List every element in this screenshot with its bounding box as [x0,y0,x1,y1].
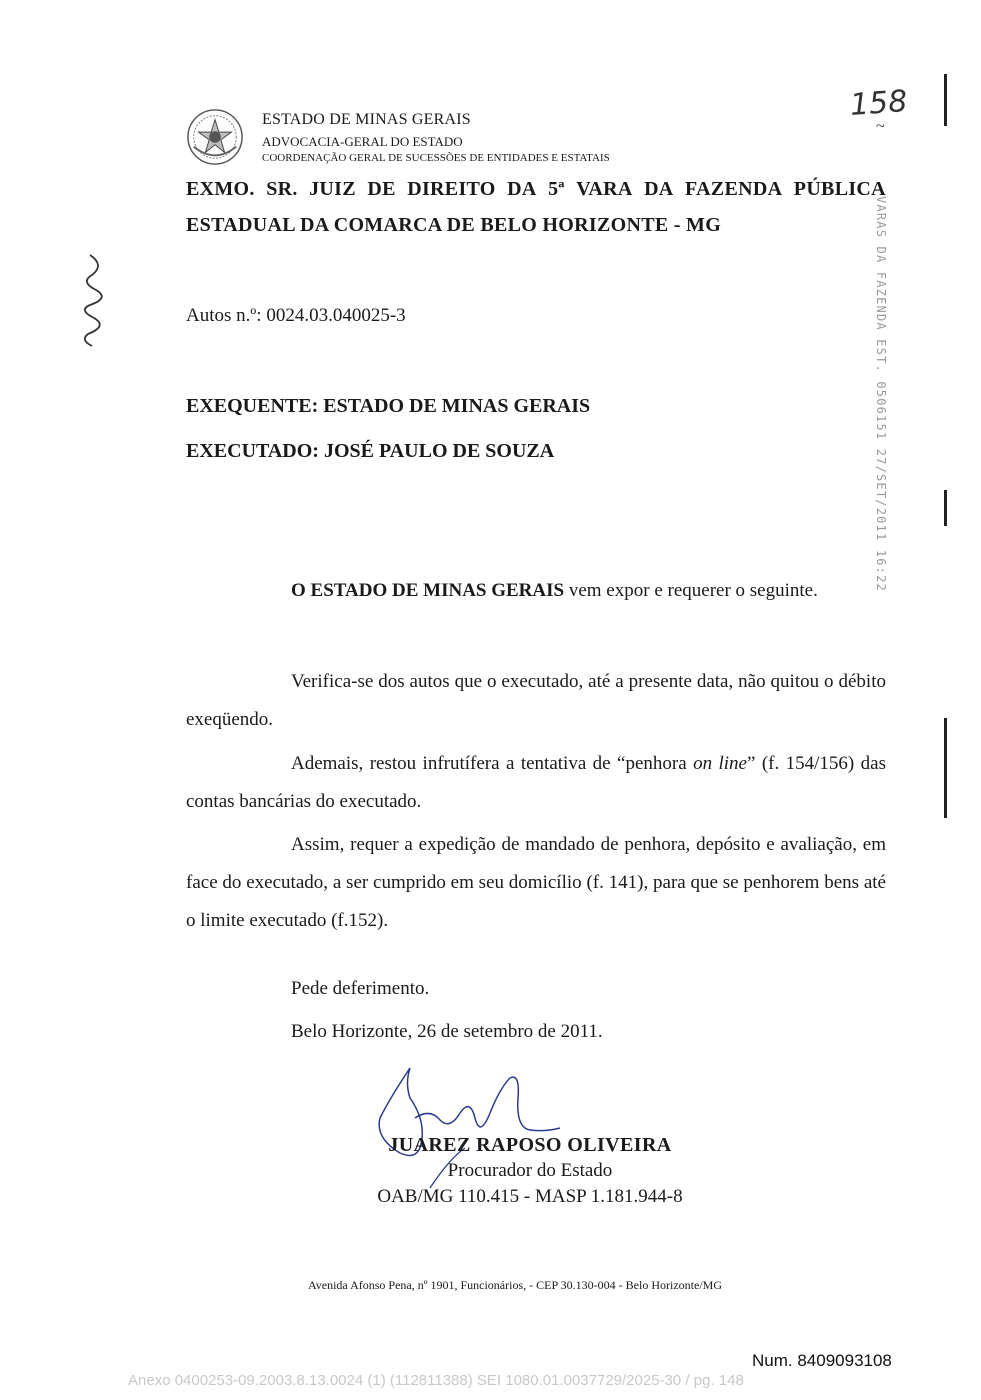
addressee-word: SR. [266,178,298,200]
intro-bold: O ESTADO DE MINAS GERAIS [291,580,565,601]
addressee-word: EXMO. [186,178,255,200]
scan-edge-mark [944,74,947,126]
court-receipt-stamp [862,196,902,592]
state-coat-of-arms-seal [186,108,244,166]
addressee-word: DIREITO [407,178,496,200]
closing-date: Belo Horizonte, 26 de setembro de 2011. [291,1021,603,1042]
exequente-line: EXEQUENTE: ESTADO DE MINAS GERAIS [186,395,591,417]
addressee-word: DA [507,178,537,200]
addressee-word: DA [644,178,674,200]
org-name-line3: COORDENAÇÃO GERAL DE SUCESSÕES DE ENTIDADES E ESTATAIS [262,152,610,164]
document-id-number: Num. 8409093108 [752,1351,892,1370]
paragraph-1: Verifica-se dos autos que o executado, até a presente data, não quitou o débito exeqüendo. [186,671,886,730]
addressee-word: 5ª [548,178,565,200]
addressee-line1 [186,178,886,201]
org-name-line2: ADVOCACIA-GERAL DO ESTADO [262,134,463,149]
addressee-word: DE [367,178,396,200]
intro-rest: vem expor e requerer o seguinte. [564,580,818,601]
handwritten-margin-initials [70,250,120,350]
intro-sentence [291,572,818,610]
org-name-line1: ESTADO DE MINAS GERAIS [262,111,471,128]
addressee-word: FAZENDA [685,178,783,200]
signer-credentials: OAB/MG 110.415 - MASP 1.181.944-8 [377,1186,683,1207]
scan-edge-mark [944,718,947,818]
paragraph-2 [186,745,886,821]
executado-line: EXECUTADO: JOSÉ PAULO DE SOUZA [186,440,555,462]
signer-name: JUAREZ RAPOSO OLIVEIRA [388,1134,672,1156]
addressee-word: PÚBLICA [793,178,886,200]
case-number: Autos n.º: 0024.03.040025-3 [186,305,406,326]
paragraph-2-italic: on line [693,753,747,774]
addressee-word: VARA [576,178,633,200]
annex-watermark: Anexo 0400253-09.2003.8.13.0024 (1) (112811388) SEI 1080.01.0037729/2025-30 / pg. 148 [128,1372,744,1389]
scan-edge-mark [944,490,947,526]
page-number-tilde: ~ [876,118,885,135]
paragraph-2-part2: ” (f. 154/156) das contas bancárias do executado. [186,753,887,812]
addressee-word: JUIZ [309,178,356,200]
handwritten-page-number: 158 [848,84,909,123]
paragraph-2-part1: Ademais, restou infrutífera a tentativa de “penhora [291,753,694,774]
addressee-line2: ESTADUAL DA COMARCA DE BELO HORIZONTE - MG [186,214,722,236]
signature-block [360,1132,700,1210]
signer-title: Procurador do Estado [447,1160,613,1181]
stamp-text: VARAS DA FAZENDA EST. 0506151 27/SET/2011 16:22 [874,196,888,592]
footer-address: Avenida Afonso Pena, nº 1901, Funcionários, - CEP 30.130-004 - Belo Horizonte/MG [307,1278,722,1292]
closing-request: Pede deferimento. [291,978,430,999]
paragraph-3: Assim, requer a expedição de mandado de penhora, depósito e avaliação, em face do executado, a ser cumprido em seu domicílio (f. 141), para que se penhorem bens até o limite executado (f.152). [186,834,886,931]
